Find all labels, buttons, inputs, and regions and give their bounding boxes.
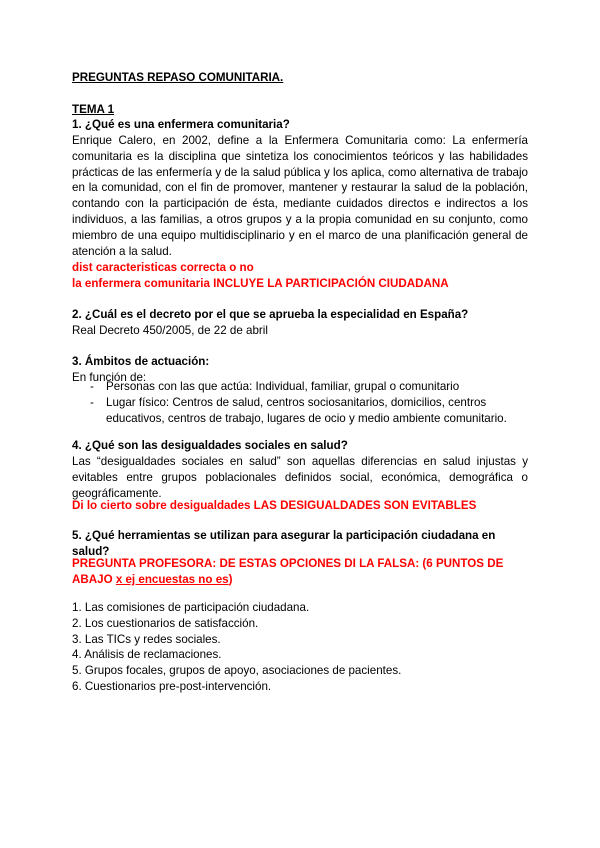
document-title-text: PREGUNTAS REPASO COMUNITARIA. [72, 71, 284, 84]
question-1: 1. ¿Qué es una enfermera comunitaria? [72, 118, 290, 131]
answer-2: Real Decreto 450/2005, de 22 de abril [72, 324, 268, 337]
question-3: 3. Ámbitos de actuación: [72, 355, 210, 368]
option-item: 2. Los cuestionarios de satisfacción. [72, 616, 259, 630]
note-3-underlined: x ej encuestas no es [115, 573, 229, 586]
note-3-line-2 [72, 572, 528, 588]
note-1-line-1: dist caracteristicas correcta o no [72, 261, 254, 274]
answer-3-list [72, 379, 528, 426]
question-4: 4. ¿Qué son las desigualdades sociales en salud? [72, 439, 348, 452]
list-item: - Personas con las que actúa: Individual, familiar, grupal o comunitario [72, 379, 528, 395]
note-1-line-2: la enfermera comunitaria INCLUYE LA PARTICIPACIÓN CIUDADANA [72, 277, 449, 290]
note-3-suffix: ) [228, 573, 233, 586]
answer-1: Enrique Calero, en 2002, define a la Enfermera Comunitaria como: La enfermería comunitaria es la disciplina que sintetiza los conocimientos teóricos y las habilidades prácticas de las enfermería y de la salud pública y los aplica, como alternativa de trabajo en la comunidad, con el fin de promover, mantener y restaurar la salud de la población, contando con la participación de ésta, mediante cuidados directos e indirectos a los individuos, a las familias, a otros grupos y a la propia comunidad en su conjunto, como miembro de una equipo multidisciplinario y en el marco de una planificación general de atención a la salud. [72, 134, 528, 258]
document-title [72, 70, 528, 86]
answer-3-intro: En función de: [72, 371, 147, 384]
question-2: 2. ¿Cuál es el decreto por el que se aprueba la especialidad en España? [72, 308, 469, 321]
note-3-prefix: ABAJO [72, 573, 116, 586]
note-3-line-1: PREGUNTA PROFESORA: DE ESTAS OPCIONES DI LA FALSA: (6 PUNTOS DE [72, 557, 504, 570]
option-item: 3. Las TICs y redes sociales. [72, 632, 221, 646]
tema-heading: TEMA 1 [72, 103, 115, 116]
question-5: 5. ¿Qué herramientas se utilizan para asegurar la participación ciudadana en salud? [72, 529, 496, 558]
option-item: 1. Las comisiones de participación ciudadana. [72, 601, 310, 614]
option-item: 6. Cuestionarios pre-post-intervención. [72, 679, 272, 693]
option-item: 5. Grupos focales, grupos de apoyo, asociaciones de pacientes. [72, 664, 402, 678]
note-2: Di lo cierto sobre desigualdades LAS DESIGUALDADES SON EVITABLES [72, 499, 477, 512]
answer-4: Las “desigualdades sociales en salud” son aquellas diferencias en salud injustas y evitables entre grupos poblacionales definidos social, económica, demográfica o geográficamente. [72, 455, 528, 500]
option-item: 4. Análisis de reclamaciones. [72, 648, 222, 662]
list-item: - Lugar físico: Centros de salud, centros sociosanitarios, domicilios, centros educativos, centros de trabajo, lugares de ocio y medio ambiente comunitario. [72, 395, 528, 427]
options-list [72, 600, 528, 695]
